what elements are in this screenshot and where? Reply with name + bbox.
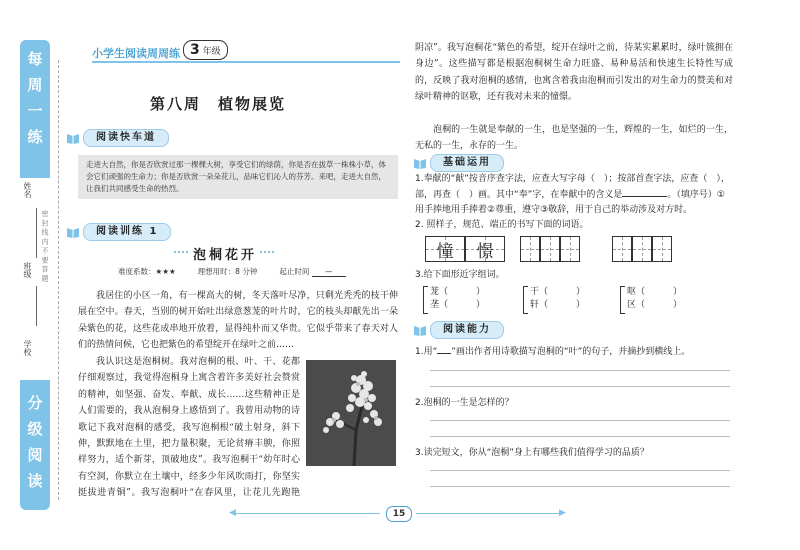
underline-sample [437, 344, 451, 354]
model-char: 憬 [476, 241, 494, 262]
side-char: 读 [27, 472, 43, 490]
writing-grid-cell[interactable] [652, 236, 672, 262]
side-char: 分 [27, 394, 43, 412]
answer-line[interactable] [430, 370, 730, 371]
brace [423, 286, 428, 314]
question-2: 2. 照样子，规范、端正的书写下面的词语。 [415, 220, 589, 230]
week-title: 第八周 植物展览 [150, 95, 287, 113]
char: 区 [627, 300, 637, 310]
reading-question-1 [415, 344, 690, 360]
school-field-label: 学校 [23, 340, 32, 356]
book-icon [66, 132, 80, 144]
book-icon [66, 226, 80, 238]
reading-question-3: 3.读完短文，你从“泡桐”身上有哪些我们值得学习的品质？ [415, 448, 649, 458]
story-paragraph: 泡桐的一生就是奉献的一生，也是坚强的一生，辉煌的一生，如烂的一生，无私的一生，永存的一生。 [415, 125, 733, 152]
side-tab-bottom [20, 380, 50, 510]
section-title: 阅读能力 [430, 321, 504, 339]
side-tab [20, 40, 50, 510]
paren: （ [439, 300, 449, 310]
book-icon [413, 157, 427, 169]
paren: （ [636, 287, 646, 297]
side-tab-top [20, 40, 50, 178]
grade-badge [183, 40, 228, 60]
paren: ） [476, 287, 486, 297]
class-field-line[interactable] [36, 286, 37, 326]
paulownia-flower-photo [306, 360, 396, 466]
answer-line[interactable] [430, 486, 730, 487]
question-1-text: 1.奉献的“献”按音序查字法，应查大写字母（ ）；按部首查字法，应查（ ），部，再查（ ）画。其中“奉”字，在奉献中的含义是 [415, 174, 730, 200]
section-ability [413, 322, 504, 338]
seal-line-text: 密 封 线 内 不 要 答 题 [41, 210, 49, 282]
binding-line [58, 60, 60, 500]
reading-question-2: 2.泡桐的一生是怎样的？ [415, 398, 514, 408]
paren: ） [576, 287, 586, 297]
writing-grid-cell[interactable] [612, 236, 632, 262]
header-underline [92, 61, 400, 63]
brace [523, 286, 528, 314]
paren: ） [476, 300, 486, 310]
char: 干 [530, 287, 540, 297]
side-char: 周 [27, 76, 43, 94]
char: 轩 [530, 300, 540, 310]
start-end-blank[interactable]: — [312, 267, 346, 277]
paren: （ [539, 300, 549, 310]
intro-box: 走进大自然，你是否欣赏过那一棵棵大树，享受它们的绿荫，你是否在拔草一株株小草，体会它们顽强的生命力；你是否欣赏一朵朵花儿，品味它们沁人的芬芳。来吧，走进大自然，让我们共同感受生命的热烈。 [78, 155, 398, 199]
start-end-label: 起止时间 [279, 267, 310, 276]
answer-line[interactable] [430, 420, 730, 421]
writing-grid-cell[interactable] [560, 236, 580, 262]
side-char: 级 [27, 420, 43, 438]
side-char: 阅 [27, 446, 43, 464]
grade-label: 年级 [202, 47, 221, 57]
paren: （ [539, 287, 549, 297]
reading-question-1-text: 1.用“ [415, 347, 438, 357]
arrow-right-icon: ▶ [559, 508, 566, 518]
side-char: 每 [27, 50, 43, 68]
brace [620, 286, 625, 314]
footer-line-right [416, 513, 561, 514]
writing-grid-cell[interactable] [540, 236, 560, 262]
story-title: 泡桐花开 [193, 248, 258, 263]
footer-line-left [235, 513, 380, 514]
section-title: 基础运用 [430, 154, 504, 172]
writing-grid-cell [425, 236, 465, 262]
answer-blank[interactable] [622, 187, 667, 197]
section-quick-read [66, 130, 169, 146]
start-end-time [279, 266, 345, 277]
paren: （ [636, 300, 646, 310]
book-icon [413, 324, 427, 336]
difficulty-label: 难度系数： [118, 267, 156, 276]
question-1-tail: 。（填序号）①用手捧地用手捧着②尊重，遵守③敬辞，用于自己的举动涉及对方时。 [415, 190, 725, 215]
grade-number: 3 [190, 42, 200, 58]
title-ornament-left [174, 251, 188, 255]
answer-line[interactable] [430, 436, 730, 437]
name-field-line[interactable] [36, 208, 37, 258]
answer-line[interactable] [430, 386, 730, 387]
section-basic [413, 155, 504, 171]
story-paragraph-continued: 阴凉”。我写泡桐花“紫色的希望，绽开在绿叶之前，待某实累累时，绿叶簇拥在身边”。这些描写都是根据泡桐树生命力旺盛、易种易活和快速生长特性写成的，反映了我对泡桐的感情，也寓含着我由泡桐而引发出的对生命力的赞美和对绿叶精神的讴歌，还有我对未来的憧憬。 [415, 43, 733, 103]
difficulty [118, 266, 176, 277]
word-group [430, 286, 485, 312]
page-number: 15 [386, 506, 412, 522]
char: 茏 [430, 287, 440, 297]
arrow-left-icon: ◀ [229, 508, 236, 518]
word-group [530, 286, 585, 312]
ideal-time: 理想用时：8 分钟 [197, 267, 258, 276]
paren: （ [439, 287, 449, 297]
difficulty-stars: ★★★ [155, 267, 176, 276]
char: 呕 [627, 287, 637, 297]
student-info-fields [20, 180, 50, 378]
word-group [627, 286, 682, 312]
model-char: 憧 [436, 241, 454, 262]
writing-grid-cell[interactable] [632, 236, 652, 262]
char: 垄 [430, 300, 440, 310]
side-char: 一 [27, 102, 43, 120]
paren: ） [576, 300, 586, 310]
side-char: 练 [27, 128, 43, 146]
series-title: 小学生阅读周周练 [92, 47, 180, 60]
writing-grid-cell[interactable] [520, 236, 540, 262]
story-paragraph: 我认识这是泡桐树。我对泡桐的根、叶、干、花都仔细观察过，我觉得泡桐身上寓含着许多美好社会赞赏的精神，如坚强、奋发、奉献、成长……这些精神正是人们需要的，我从泡桐身上感悟到了。我曾用动物的诗歌记下我对泡桐的感受，我写泡桐根“破土射身，斜下伸，默默地在土里，把力量积聚，无论贫瘠丰腴，你照样努力，适个新芽，顶破地皮”。我写泡桐干“幼年时心有空洞，你默立在土壤中，经多少年风吹雨打，你坚实挺拔进青铜”。我写泡桐叶“在春风里，让花儿先跑艳 [78, 357, 300, 499]
answer-line[interactable] [430, 470, 730, 471]
question-1 [415, 172, 733, 218]
story-meta [118, 266, 346, 277]
paren: ） [673, 287, 683, 297]
paren: ） [673, 300, 683, 310]
question-3: 3.给下面形近字组词。 [415, 270, 505, 280]
reading-question-1-tail: ”画出作者用诗歌描写泡桐的“叶”的句子，并摘抄到横线上。 [451, 347, 691, 357]
writing-grid-cell [465, 236, 505, 262]
section-title: 阅读快车道 [83, 129, 169, 147]
name-field-label: 姓名 [23, 182, 32, 198]
story-paragraph: 我居住的小区一角，有一棵高大的树，冬天落叶尽净，只剩光秃秃的枝干伸展在空中。春天，当别的树开始吐出绿意葱茏的叶片时，它的枝头却献先出一朵朵紫色的花，这些花成串地开放着，显得纯朴而又华贵。它似乎带来了春天对人们的热情问候，它也把紫色的希望绽开在绿叶之前…… [78, 291, 398, 351]
title-ornament-right [260, 251, 274, 255]
section-title: 阅读训练 1 [83, 223, 171, 241]
section-training [66, 224, 171, 240]
class-field-label: 班级 [23, 262, 32, 278]
